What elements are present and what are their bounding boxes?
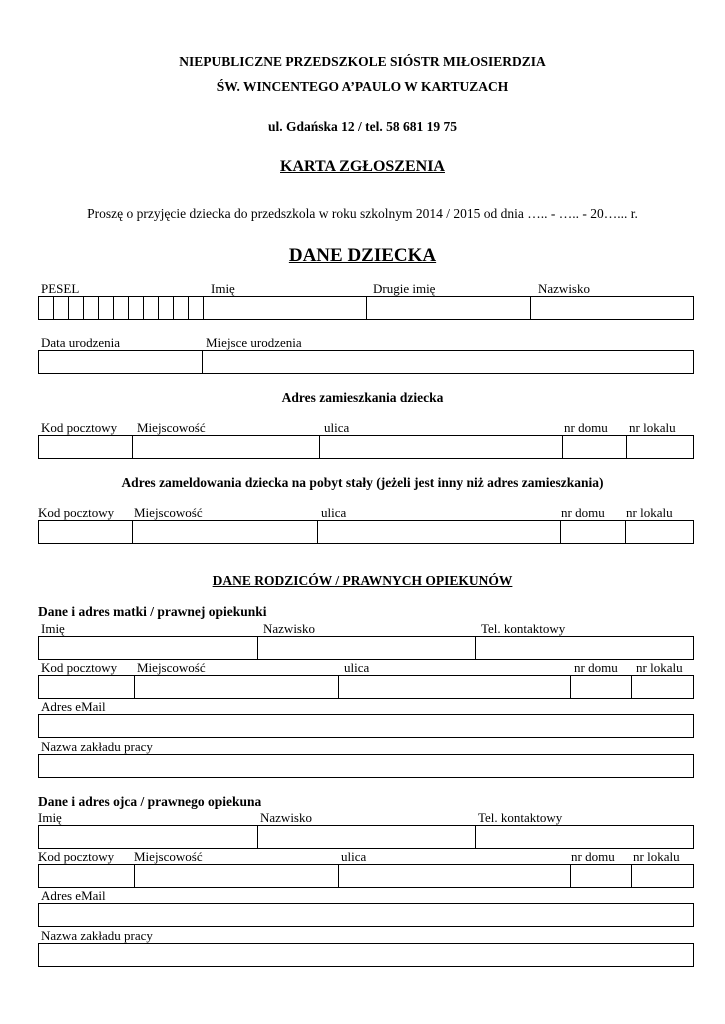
- registration-address-title: Adres zameldowania dziecka na pobyt stały (jeżeli jest inny niż adres zamieszkania): [121, 475, 604, 490]
- flat-no-field-divider: [631, 865, 632, 887]
- flat-no-field-divider: [631, 676, 632, 698]
- street-field-divider: [319, 436, 320, 458]
- phone-field-divider: [475, 637, 476, 659]
- street-label: ulica: [324, 420, 350, 435]
- mother-phone-label: Tel. kontaktowy: [481, 621, 566, 636]
- flat-no-label: nr lokalu: [629, 420, 676, 435]
- flat-no-label: nr lokalu: [636, 660, 683, 675]
- street-field-divider: [317, 521, 318, 543]
- father-name-row[interactable]: [38, 825, 694, 849]
- mother-workplace-label: Nazwa zakładu pracy: [41, 739, 153, 754]
- surname-field-divider: [257, 826, 258, 848]
- city-field-divider: [134, 865, 135, 887]
- child-section-title: DANE DZIECKA: [288, 245, 437, 266]
- street-field-divider: [338, 676, 339, 698]
- flat-no-field-divider: [626, 436, 627, 458]
- father-address-row[interactable]: [38, 864, 694, 888]
- school-address: ul. Gdańska 12 / tel. 58 681 19 75: [267, 119, 458, 134]
- city-label: Miejscowość: [137, 420, 206, 435]
- postal-code-label: Kod pocztowy: [38, 505, 115, 520]
- mother-email-field[interactable]: [38, 714, 694, 738]
- street-label: ulica: [341, 849, 367, 864]
- father-email-field[interactable]: [38, 903, 694, 927]
- birth-place-field-divider: [202, 351, 203, 373]
- city-field-divider: [132, 436, 133, 458]
- house-no-label: nr domu: [561, 505, 605, 520]
- pesel-cell-divider: [83, 297, 84, 319]
- mother-first-name-label: Imię: [41, 621, 65, 636]
- birth-place-label: Miejsce urodzenia: [206, 335, 302, 350]
- form-title: KARTA ZGŁOSZENIA: [280, 158, 445, 175]
- mother-email-label: Adres eMail: [41, 699, 106, 714]
- father-workplace-label: Nazwa zakładu pracy: [41, 928, 153, 943]
- house-no-label: nr domu: [564, 420, 608, 435]
- phone-field-divider: [475, 826, 476, 848]
- mother-surname-label: Nazwisko: [263, 621, 315, 636]
- pesel-cell-divider: [68, 297, 69, 319]
- father-surname-label: Nazwisko: [260, 810, 312, 825]
- surname-field-divider: [530, 297, 531, 319]
- house-no-field-divider: [570, 676, 571, 698]
- parents-section-title: DANE RODZICÓW / PRAWNYCH OPIEKUNÓW: [212, 573, 513, 588]
- father-email-label: Adres eMail: [41, 888, 106, 903]
- pesel-cell-divider: [128, 297, 129, 319]
- first-name-label: Imię: [211, 281, 235, 296]
- city-label: Miejscowość: [137, 660, 206, 675]
- postal-code-label: Kod pocztowy: [38, 849, 115, 864]
- surname-field-divider: [257, 637, 258, 659]
- pesel-cell-divider: [98, 297, 99, 319]
- street-label: ulica: [344, 660, 370, 675]
- birth-row[interactable]: [38, 350, 694, 374]
- registration-address-row[interactable]: [38, 520, 694, 544]
- mother-name-row[interactable]: [38, 636, 694, 660]
- father-workplace-field[interactable]: [38, 943, 694, 967]
- flat-no-label: nr lokalu: [633, 849, 680, 864]
- mother-address-row[interactable]: [38, 675, 694, 699]
- school-name: NIEPUBLICZNE PRZEDSZKOLE SIÓSTR MIŁOSIERDZIA: [179, 54, 546, 69]
- pesel-cell-divider: [173, 297, 174, 319]
- pesel-cell-divider: [113, 297, 114, 319]
- house-no-field-divider: [560, 521, 561, 543]
- mother-workplace-field[interactable]: [38, 754, 694, 778]
- pesel-cell-divider: [143, 297, 144, 319]
- residence-address-row[interactable]: [38, 435, 694, 459]
- residence-address-title: Adres zamieszkania dziecka: [281, 390, 444, 405]
- father-title: Dane i adres ojca / prawnego opiekuna: [38, 794, 262, 809]
- city-field-divider: [134, 676, 135, 698]
- pesel-label: PESEL: [41, 281, 80, 296]
- school-name-line2: ŚW. WINCENTEGO A’PAULO W KARTUZACH: [216, 79, 509, 94]
- pesel-cell-divider: [158, 297, 159, 319]
- second-name-field-divider: [366, 297, 367, 319]
- house-no-field-divider: [562, 436, 563, 458]
- pesel-cell-divider: [53, 297, 54, 319]
- father-phone-label: Tel. kontaktowy: [478, 810, 563, 825]
- flat-no-field-divider: [625, 521, 626, 543]
- postal-code-label: Kod pocztowy: [41, 420, 118, 435]
- second-name-label: Drugie imię: [373, 281, 436, 296]
- first-name-field-divider: [203, 297, 204, 319]
- surname-label: Nazwisko: [538, 281, 590, 296]
- house-no-field-divider: [570, 865, 571, 887]
- request-text: Proszę o przyjęcie dziecka do przedszkola w roku szkolnym 2014 / 2015 od dnia ….. - ….. - 20…... r.: [87, 206, 638, 221]
- city-field-divider: [132, 521, 133, 543]
- mother-title: Dane i adres matki / prawnej opiekunki: [38, 604, 267, 619]
- father-first-name-label: Imię: [38, 810, 62, 825]
- postal-code-label: Kod pocztowy: [41, 660, 118, 675]
- house-no-label: nr domu: [571, 849, 615, 864]
- birth-date-label: Data urodzenia: [41, 335, 121, 350]
- child-id-row[interactable]: [38, 296, 694, 320]
- street-field-divider: [338, 865, 339, 887]
- flat-no-label: nr lokalu: [626, 505, 673, 520]
- street-label: ulica: [321, 505, 347, 520]
- city-label: Miejscowość: [134, 849, 203, 864]
- house-no-label: nr domu: [574, 660, 618, 675]
- pesel-cell-divider: [188, 297, 189, 319]
- city-label: Miejscowość: [134, 505, 203, 520]
